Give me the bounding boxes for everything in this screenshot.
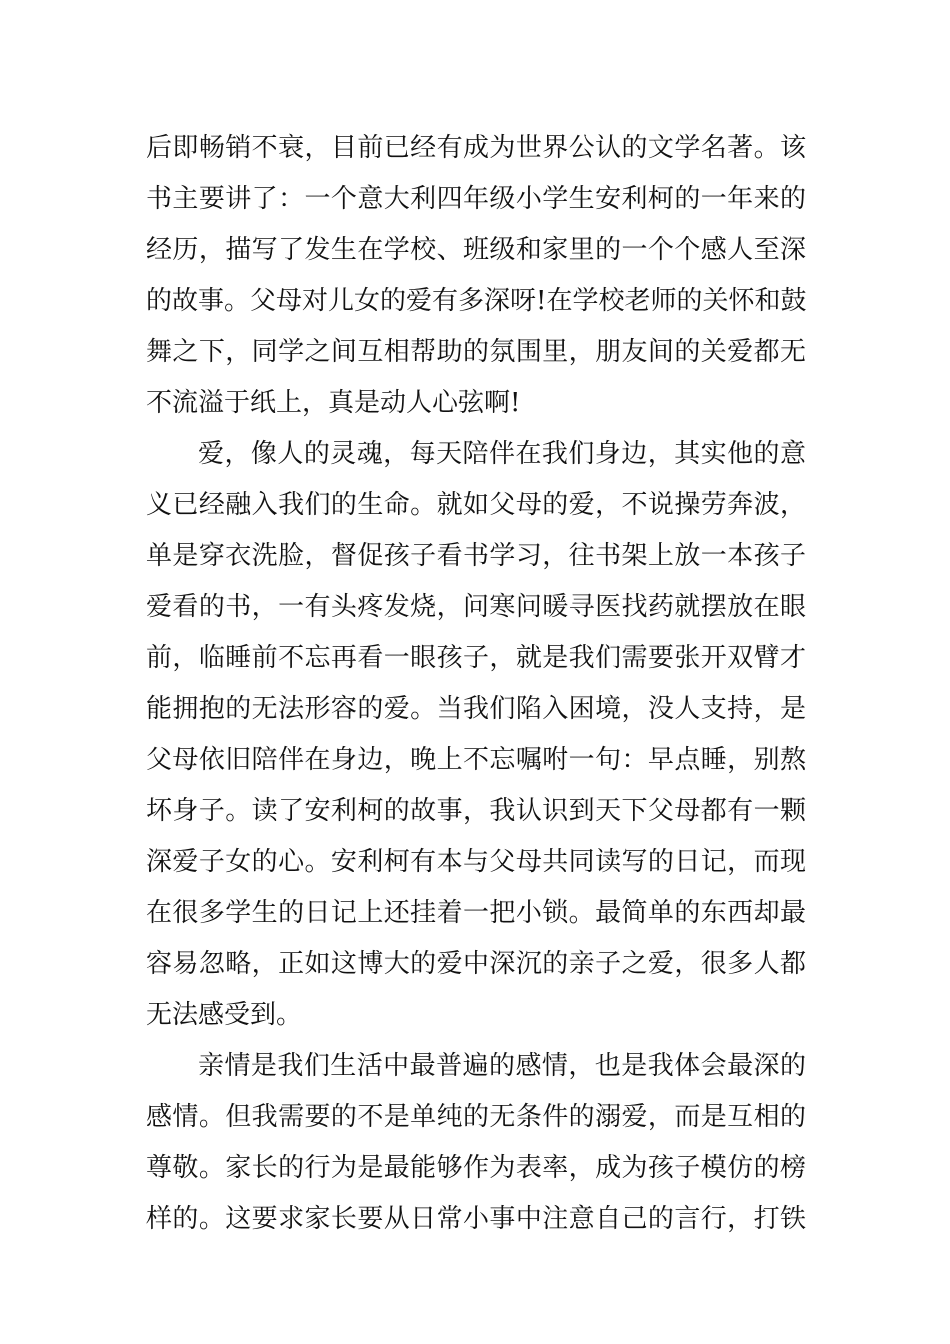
- text-line: 能拥抱的无法形容的爱。当我们陷入困境，没人支持，是: [146, 694, 806, 724]
- text-line: 单是穿衣洗脸，督促孩子看书学习，往书架上放一本孩子: [146, 541, 806, 571]
- text-line: 经历，描写了发生在学校、班级和家里的一个个感人至深: [146, 235, 806, 265]
- text-line: 前，临睡前不忘再看一眼孩子，就是我们需要张开双臂才: [146, 643, 806, 673]
- text-line: 父母依旧陪伴在身边，晚上不忘嘱咐一句：早点睡，别熬: [146, 745, 806, 775]
- text-line: 在很多学生的日记上还挂着一把小锁。最简单的东西却最: [146, 898, 806, 928]
- text-line: 爱看的书，一有头疼发烧，问寒问暖寻医找药就摆放在眼: [146, 592, 806, 622]
- text-line: 后即畅销不衰，目前已经有成为世界公认的文学名著。该: [146, 133, 806, 163]
- text-line: 容易忽略，正如这博大的爱中深沉的亲子之爱，很多人都: [146, 949, 806, 979]
- text-line: 坏身子。读了安利柯的故事，我认识到天下父母都有一颗: [146, 796, 806, 826]
- paragraph-3: [146, 1041, 806, 1245]
- paragraph-1: [146, 123, 806, 429]
- text-line: 亲情是我们生活中最普遍的感情，也是我体会最深的: [198, 1051, 806, 1081]
- paragraph-2: [146, 429, 806, 1041]
- text-line: 不流溢于纸上，真是动人心弦啊!: [146, 388, 521, 418]
- text-line: 义已经融入我们的生命。就如父母的爱，不说操劳奔波，: [146, 490, 806, 520]
- text-line: 的故事。父母对儿女的爱有多深呀!在学校老师的关怀和鼓: [146, 286, 806, 316]
- text-line: 感情。但我需要的不是单纯的无条件的溺爱，而是互相的: [146, 1102, 806, 1132]
- text-line: 爱，像人的灵魂，每天陪伴在我们身边，其实他的意: [198, 439, 806, 469]
- text-line: 尊敬。家长的行为是最能够作为表率，成为孩子模仿的榜: [146, 1153, 806, 1183]
- text-line: 深爱子女的心。安利柯有本与父母共同读写的日记，而现: [146, 847, 806, 877]
- text-line: 无法感受到。: [146, 1000, 303, 1030]
- text-line: 样的。这要求家长要从日常小事中注意自己的言行，打铁: [146, 1204, 806, 1234]
- text-line: 舞之下，同学之间互相帮助的氛围里，朋友间的关爱都无: [146, 337, 806, 367]
- text-line: 书主要讲了：一个意大利四年级小学生安利柯的一年来的: [146, 184, 806, 214]
- document-body: [146, 123, 806, 1245]
